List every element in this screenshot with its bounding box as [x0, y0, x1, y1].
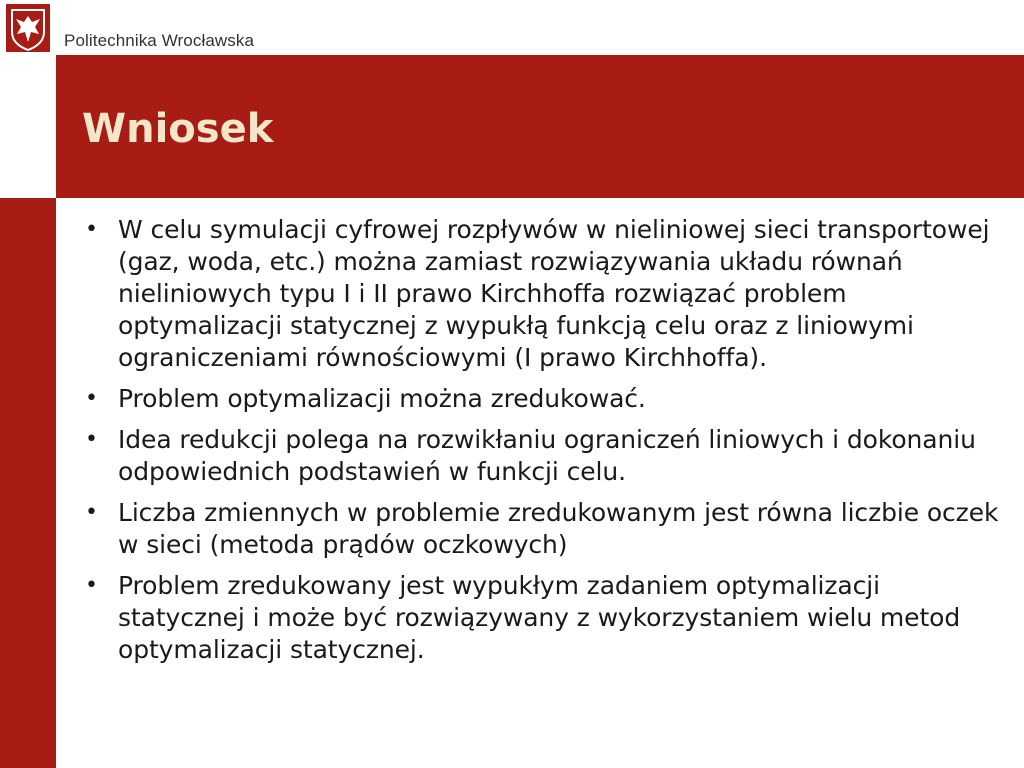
bullet-dot-icon: •: [85, 217, 98, 242]
bullet-text: Problem zredukowany jest wypukłym zadaniem optymalizacji statycznej i może być rozwiązywany z wykorzystaniem wielu metod optymalizacji statycznej.: [118, 571, 961, 664]
university-name: Politechnika Wrocławska: [64, 31, 255, 50]
bullet-dot-icon: •: [85, 386, 98, 411]
bullet-text: Problem optymalizacji można zredukować.: [118, 384, 646, 413]
bullet-dot-icon: •: [85, 427, 98, 452]
eagle-crest-icon: [6, 4, 50, 52]
bullet-item: [83, 383, 1013, 415]
bullet-item: [83, 424, 1013, 488]
bullet-text: Liczba zmiennych w problemie zredukowanym jest równa liczbie oczek w sieci (metoda prądów oczkowych): [118, 498, 999, 559]
bullet-dot-icon: •: [85, 500, 98, 525]
bullet-item: [83, 570, 1013, 666]
slide-header: [0, 0, 1024, 55]
bullet-list: [83, 214, 1013, 675]
bullet-text: Idea redukcji polega na rozwikłaniu ograniczeń liniowych i dokonaniu odpowiednich podstawień w funkcji celu.: [118, 425, 976, 486]
bullet-dot-icon: •: [85, 573, 98, 598]
bullet-item: [83, 214, 1013, 374]
bullet-text: W celu symulacji cyfrowej rozpływów w nieliniowej sieci transportowej (gaz, woda, etc.) można zamiast rozwiązywania układu równań nieliniowych typu I i II prawo Kirchhoffa rozwiązać problem optymalizacji statycznej z wypukłą funkcją celu oraz z liniowymi ograniczeniami równościowymi (I prawo Kirchhoffa).: [118, 215, 990, 372]
slide-title: Wniosek: [82, 106, 274, 152]
bullet-item: [83, 497, 1013, 561]
left-accent-bar: [0, 198, 56, 768]
